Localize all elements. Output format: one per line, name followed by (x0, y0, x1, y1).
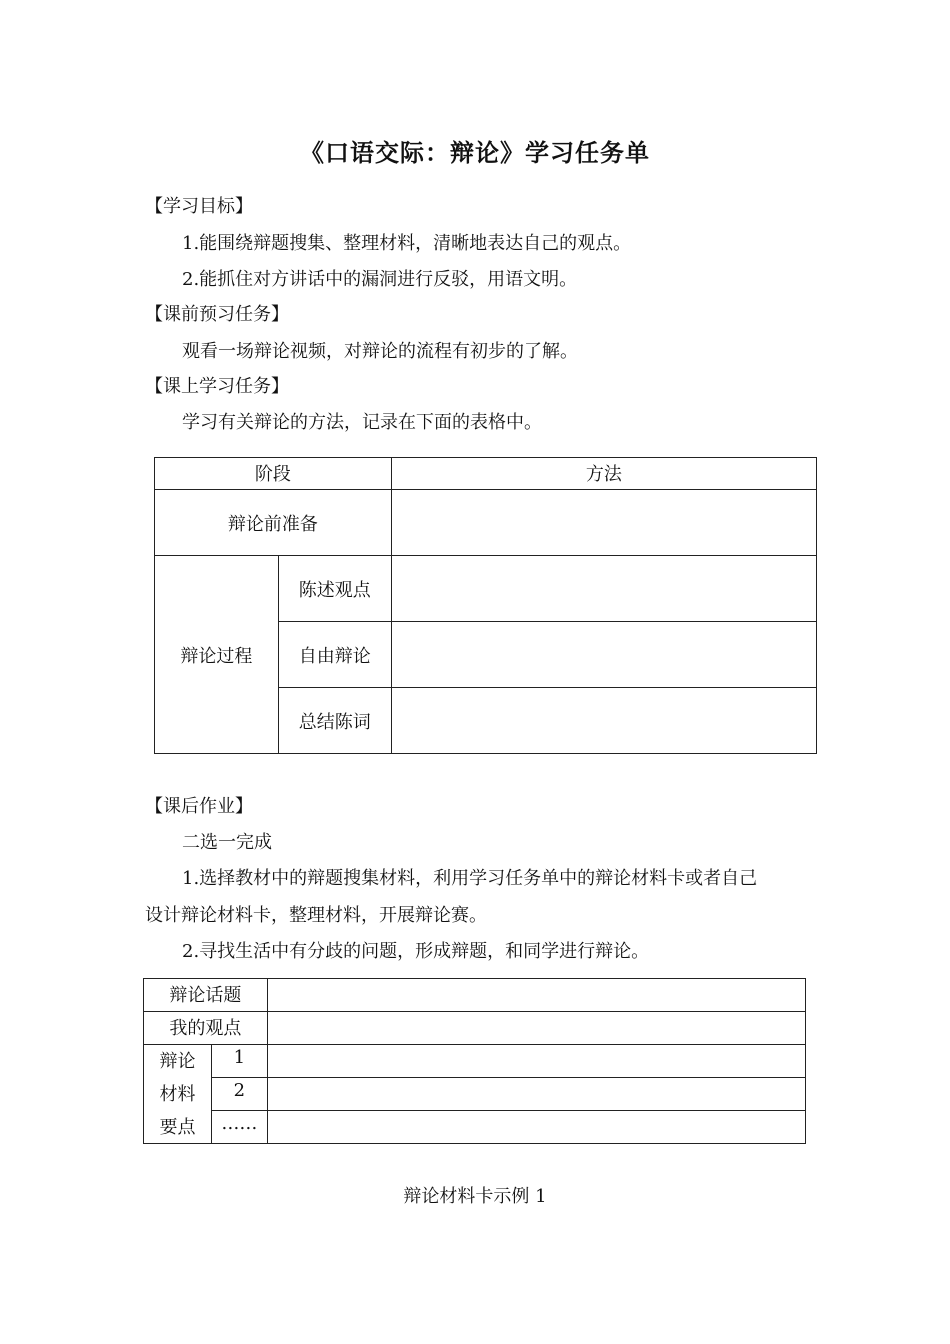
sub-stage-summary: 总结陈词 (278, 688, 391, 754)
points-label-line-1: 辩论 (144, 1045, 212, 1078)
preview-text: 观看一场辩论视频，对辩论的流程有初步的了解。 (182, 341, 578, 362)
point-cell-more[interactable] (267, 1111, 805, 1144)
topic-cell[interactable] (267, 979, 805, 1012)
point-number-more: …… (211, 1111, 267, 1144)
point-number-2: 2 (211, 1078, 267, 1111)
goal-item-2: 2.能抓住对方讲话中的漏洞进行反驳，用语文明。 (182, 269, 578, 290)
header-method: 方法 (391, 458, 816, 490)
sub-stage-free-debate: 自由辩论 (278, 622, 391, 688)
summary-method-cell[interactable] (391, 688, 816, 754)
sub-stage-statement: 陈述观点 (278, 556, 391, 622)
header-stage: 阶段 (155, 458, 392, 490)
preview-heading: 【课前预习任务】 (145, 304, 289, 325)
point-cell-1[interactable] (267, 1045, 805, 1078)
point-number-1: 1 (211, 1045, 267, 1078)
process-label: 辩论过程 (155, 556, 279, 754)
pre-debate-method-cell[interactable] (391, 490, 816, 556)
point-cell-2[interactable] (267, 1078, 805, 1111)
topic-label: 辩论话题 (144, 979, 268, 1012)
homework-item-1-line-1: 1.选择教材中的辩题搜集材料，利用学习任务单中的辩论材料卡或者自己 (182, 868, 758, 889)
homework-item-1-line-2: 设计辩论材料卡，整理材料，开展辩论赛。 (145, 905, 487, 926)
material-card-table (143, 978, 806, 1144)
points-label-line-3: 要点 (144, 1111, 212, 1144)
viewpoint-label: 我的观点 (144, 1012, 268, 1045)
statement-method-cell[interactable] (391, 556, 816, 622)
pre-debate-label: 辩论前准备 (155, 490, 392, 556)
card-caption: 辩论材料卡示例 1 (403, 1186, 547, 1207)
page-title: 《口语交际：辩论》学习任务单 (300, 138, 650, 167)
inclass-text: 学习有关辩论的方法，记录在下面的表格中。 (182, 412, 542, 433)
free-debate-method-cell[interactable] (391, 622, 816, 688)
method-table (154, 457, 817, 754)
inclass-heading: 【课上学习任务】 (145, 376, 289, 397)
viewpoint-cell[interactable] (267, 1012, 805, 1045)
goal-item-1: 1.能围绕辩题搜集、整理材料，清晰地表达自己的观点。 (182, 233, 632, 254)
homework-choose: 二选一完成 (182, 832, 272, 853)
goals-heading: 【学习目标】 (145, 196, 253, 217)
homework-heading: 【课后作业】 (145, 796, 253, 817)
points-label-line-2: 材料 (144, 1078, 212, 1111)
homework-item-2: 2.寻找生活中有分歧的问题，形成辩题，和同学进行辩论。 (182, 941, 650, 962)
